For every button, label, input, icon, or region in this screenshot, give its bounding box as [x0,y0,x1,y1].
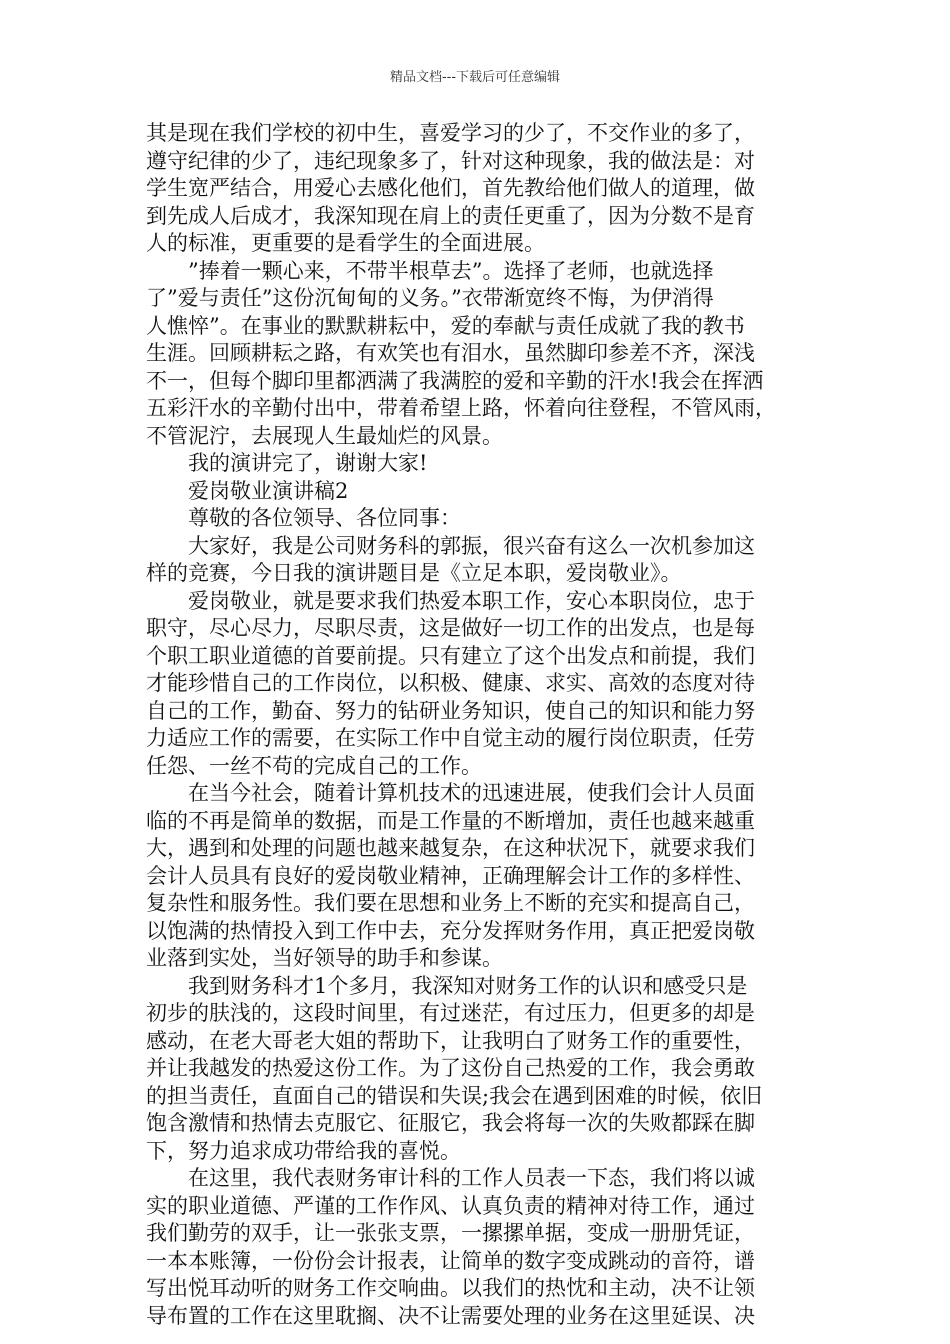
text-line: 才能珍惜自己的工作岗位，以积极、健康、求实、高效的态度对待 [146,671,755,695]
text-line: 会计人员具有良好的爱岗敬业精神，正确理解会计工作的多样性、 [146,863,755,888]
text-line: 感动，在老大哥老大姐的帮助下，让我明白了财务工作的重要性， [146,1028,755,1053]
text-line: 并让我越发的热爱这份工作。为了这份自己热爱的工作，我会勇敢 [146,1056,755,1080]
text-line: 其是现在我们学校的初中生，喜爱学习的少了，不交作业的多了， [146,121,755,145]
text-line: 自己的工作，勤奋、努力的钻研业务知识，使自己的知识和能力努 [146,698,755,723]
text-line: 饱含激情和热情去克服它、征服它，我会将每一次的失败都踩在脚 [146,1111,755,1135]
text-line: 了”爱与责任”这份沉甸甸的义务。”衣带渐宽终不悔，为伊消得 [146,286,714,310]
text-line: 任怨、一丝不苟的完成自己的工作。 [146,753,482,778]
text-line: 人的标准，更重要的是看学生的全面进展。 [146,231,545,255]
text-line: 写出悦耳动听的财务工作交响曲。以我们的热忱和主动，决不让领 [146,1276,755,1300]
text-line: 样的竞赛，今日我的演讲题目是《立足本职，爱岗敬业》。 [146,561,682,585]
text-line: 在这里，我代表财务审计科的工作人员表一下态，我们将以诚 [146,1166,755,1190]
text-line: 爱岗敬业演讲稿2 [146,478,349,503]
text-line: 我到财务科才1个多月，我深知对财务工作的认识和感受只是 [146,973,748,998]
text-line: 尊敬的各位领导、各位同事： [146,506,461,530]
text-line: 在当今社会，随着计算机技术的迅速进展，使我们会计人员面 [146,781,755,805]
text-line: 初步的肤浅的，这段时间里，有过迷茫，有过压力，但更多的却是 [146,1001,755,1025]
text-line: 生涯。回顾耕耘之路，有欢笑也有泪水，虽然脚印参差不齐，深浅 [146,341,755,365]
text-line: 力适应工作的需要，在实际工作中自觉主动的履行岗位职责，任劳 [146,726,755,750]
text-line: 业落到实处，当好领导的助手和参谋。 [146,946,503,970]
text-line: 我的演讲完了，谢谢大家! [146,451,428,475]
text-line: 一本本账簿，一份份会计报表，让简单的数字变成跳动的音符，谱 [146,1248,755,1273]
text-line: 大家好，我是公司财务科的郭振，很兴奋有这么一次机参加这 [146,533,755,558]
text-line: 下，努力追求成功带给我的喜悦。 [146,1138,461,1163]
text-line: 不管泥泞，去展现人生最灿烂的风景。 [146,423,503,448]
text-line: 大，遇到和处理的问题也越来越复杂，在这种状况下，就要求我们 [146,836,755,860]
text-line: 我们勤劳的双手，让一张张支票，一摞摞单据，变成一册册凭证， [146,1221,755,1245]
text-line: 遵守纪律的少了，违纪现象多了，针对这种现象，我的做法是：对 [146,148,755,173]
text-line: 爱岗敬业，就是要求我们热爱本职工作，安心本职岗位，忠于 [146,588,755,613]
document-body [146,120,814,1330]
text-line: ”捧着一颗心来，不带半根草去”。选择了老师，也就选择 [146,258,714,283]
text-line: 五彩汗水的辛勤付出中，带着希望上路，怀着向往登程，不管风雨， [146,396,776,420]
text-line: 导布置的工作在这里耽搁、决不让需要处理的业务在这里延误、决 [146,1303,755,1328]
text-line: 个职工职业道德的首要前提。只有建立了这个出发点和前提，我们 [146,643,755,668]
text-line: 复杂性和服务性。我们要在思想和业务上不断的充实和提高自己， [146,891,755,915]
text-line: 到先成人后成才，我深知现在肩上的责任更重了，因为分数不是育 [146,203,755,228]
page-header: 精品文档---下载后可任意编辑 [389,70,561,85]
text-line: 以饱满的热情投入到工作中去，充分发挥财务作用，真正把爱岗敬 [146,918,755,943]
text-line: 人憔悴”。在事业的默默耕耘中，爱的奉献与责任成就了我的教书 [146,313,745,338]
text-line: 临的不再是简单的数据，而是工作量的不断增加，责任也越来越重 [146,808,755,833]
text-line: 不一，但每个脚印里都洒满了我满腔的爱和辛勤的汗水!我会在挥洒 [146,368,764,393]
text-line: 实的职业道德、严谨的工作作风、认真负责的精神对待工作，通过 [146,1193,755,1218]
text-line: 职守，尽心尽力，尽职尽责，这是做好一切工作的出发点，也是每 [146,616,755,640]
text-line: 学生宽严结合，用爱心去感化他们，首先教给他们做人的道理，做 [146,176,755,200]
text-line: 的担当责任，直面自己的错误和失误;我会在遇到困难的时候，依旧 [146,1083,763,1108]
